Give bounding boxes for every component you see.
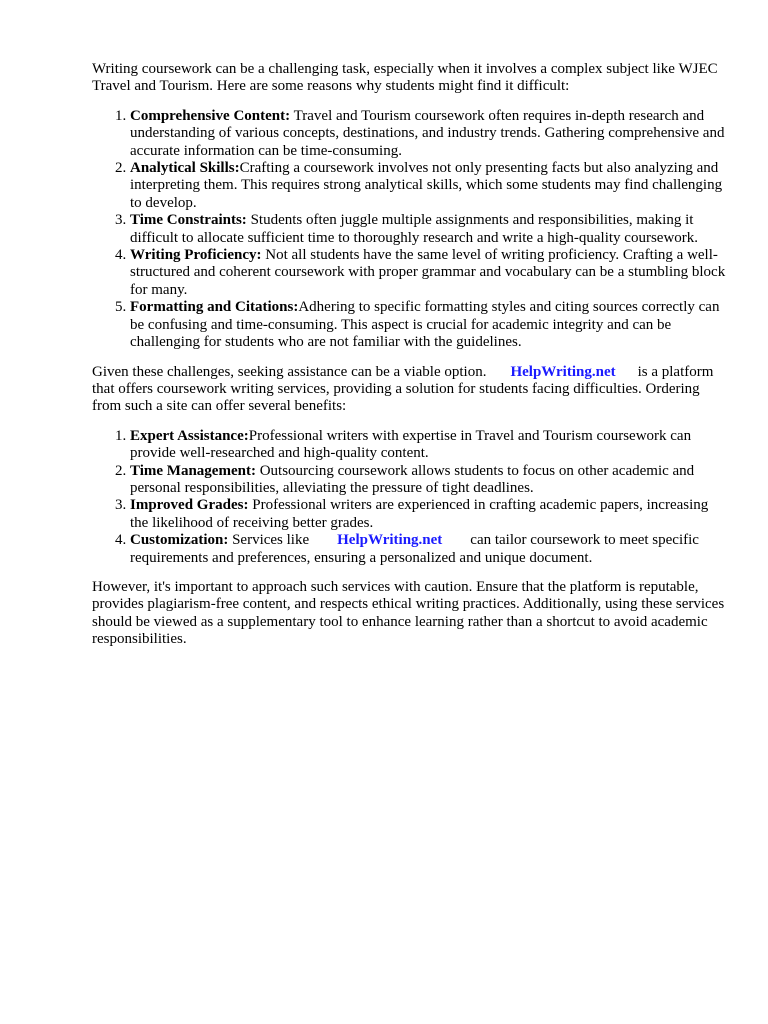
item-text: Not all students have the same level of writing proficiency. Crafting a well-structured and coherent coursework with proper grammar and vocabulary can be a stumbling block for many. <box>130 247 726 298</box>
item-title: Improved Grades: <box>130 497 249 514</box>
helpwriting-link[interactable]: HelpWriting.net <box>337 532 443 549</box>
list-item <box>130 212 728 247</box>
helpwriting-link[interactable]: HelpWriting.net <box>510 363 616 380</box>
intro-paragraph: Writing coursework can be a challenging task, especially when it involves a complex subject like WJEC Travel and Tourism. Here are some reasons why students might find it difficult: <box>92 61 718 95</box>
item-text: Professional writers with expertise in Travel and Tourism coursework can provide well-researched and high-quality content. <box>130 427 692 462</box>
item-title: Expert Assistance: <box>130 427 249 444</box>
item-text-after: can tailor coursework to meet specific requirements and preferences, ensuring a personalized and unique document. <box>130 532 699 566</box>
item-title: Comprehensive Content: <box>130 107 291 124</box>
list-item <box>130 532 728 567</box>
list-item <box>130 463 728 498</box>
item-title: Customization: <box>130 532 229 549</box>
item-title: Writing Proficiency: <box>130 247 262 264</box>
item-text: Students often juggle multiple assignments and responsibilities, making it difficult to allocate sufficient time to thoroughly research and write a high-quality coursework. <box>130 212 699 246</box>
list-item <box>130 299 728 351</box>
list-item <box>130 160 728 212</box>
item-text: Professional writers are experienced in crafting academic papers, increasing the likelihood of receiving better grades. <box>130 497 709 531</box>
middle-text-before: Given these challenges, seeking assistance can be a viable option. <box>92 363 487 380</box>
difficulties-list <box>92 108 728 352</box>
middle-text-after: is a platform that offers coursework writing services, providing a solution for students facing difficulties. Ordering from such a site can offer several benefits: <box>92 363 714 415</box>
item-title: Time Management: <box>130 462 256 479</box>
item-title: Analytical Skills: <box>130 160 240 177</box>
list-item <box>130 247 728 299</box>
list-item <box>130 108 728 160</box>
item-text: Adhering to specific formatting styles and citing sources correctly can be confusing and time-consuming. This aspect is crucial for academic integrity and can be challenging for students who are not familiar with the guidelines. <box>130 299 720 351</box>
item-text: Crafting a coursework involves not only presenting facts but also analyzing and interpreting them. This requires strong analytical skills, which some students may find challenging to develop. <box>130 160 723 211</box>
list-item <box>130 428 728 463</box>
middle-paragraph <box>92 364 728 416</box>
conclusion-paragraph: However, it's important to approach such services with caution. Ensure that the platform is reputable, provides plagiarism-free content, and respects ethical writing practices. Additionally, using these services should be viewed as a supplementary tool to enhance learning rather than a shortcut to avoid academic responsibilities. <box>92 578 725 648</box>
item-text-before: Services like <box>228 532 310 549</box>
item-title: Time Constraints: <box>130 212 247 229</box>
item-text: Outsourcing coursework allows students to focus on other academic and personal responsibilities, alleviating the pressure of tight deadlines. <box>130 462 695 496</box>
list-item <box>130 497 728 532</box>
item-text: Travel and Tourism coursework often requires in-depth research and understanding of various concepts, destinations, and industry trends. Gathering comprehensive and accurate information can be time-consuming. <box>130 107 725 159</box>
benefits-list <box>92 428 728 567</box>
item-title: Formatting and Citations: <box>130 299 299 316</box>
